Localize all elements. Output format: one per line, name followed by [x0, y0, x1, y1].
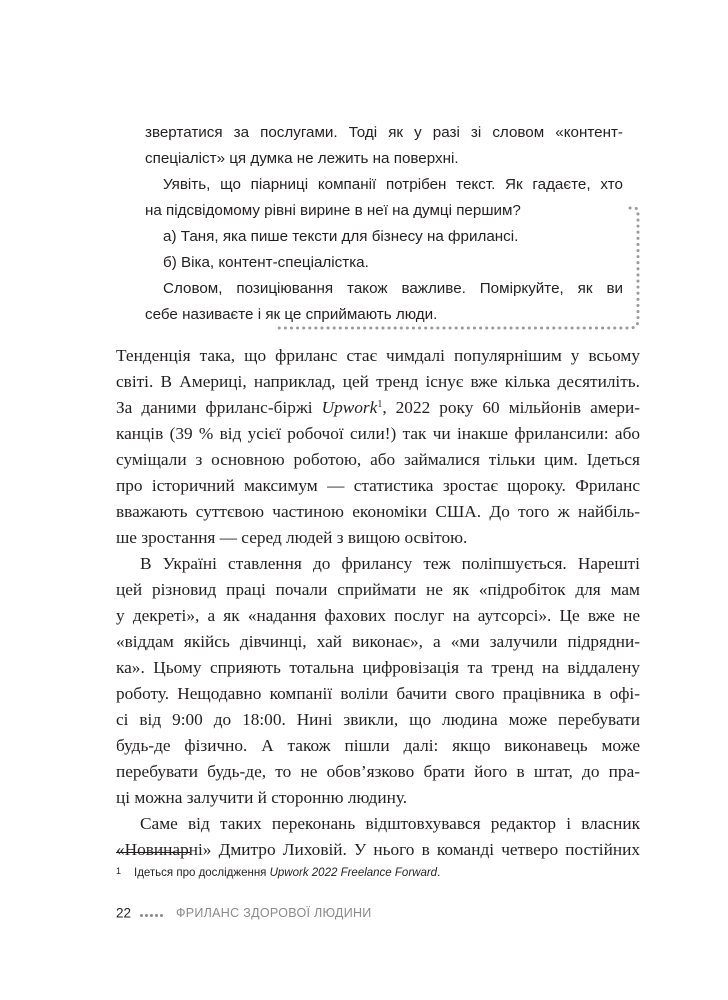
callout-box	[145, 120, 640, 332]
body-line: перебувати будь-де, то не обов’язково брати його в штат, до пра-	[116, 762, 640, 781]
callout-dotted-border	[145, 120, 640, 332]
body-line: Саме від таких переконань відштовхувався редактор і власник	[140, 814, 640, 833]
body-line: В Україні ставлення до фрилансу теж поліпшується. Нарешті	[140, 554, 640, 573]
callout-line: на підсвідомому рівні вирине в неї на думці першим?	[145, 202, 521, 219]
body-line-with-footnote	[116, 395, 640, 421]
body-line: ці можна залучити й сторонню людину.	[116, 788, 408, 807]
body-line: у декреті», а як «надання фахових послуг на аутсорсі». Це вже не	[116, 606, 640, 625]
footnote-marker: 1	[377, 399, 383, 410]
body-line: вважають суттєвою частиною економіки США. До того ж найбіль-	[116, 502, 640, 521]
callout-line: себе називаєте і як це сприймають люди.	[145, 306, 438, 323]
text-run: , 2022 року 60 мільйонів амери-	[382, 398, 640, 417]
body-line: сі від 9:00 до 18:00. Нині звикли, що людина може перебувати	[116, 710, 640, 729]
footnote	[116, 863, 640, 881]
body-line: ка». Цьому сприяють тотальна цифровізація та тренд на віддалену	[116, 658, 640, 677]
page-number: 22	[116, 905, 132, 921]
callout-line: звертатися за послугами. Тоді як у разі зі словом «контент-	[145, 124, 623, 141]
footer-dots	[140, 904, 165, 922]
body-text	[116, 343, 640, 863]
callout-line: а) Таня, яка пише тексти для бізнесу на фрилансі.	[163, 228, 519, 245]
body-line: «віддам якійсь дівчинці, хай виконає», а «ми залучили підрядни-	[116, 632, 640, 651]
footnote-source: Upwork 2022 Freelance Forward	[269, 867, 438, 879]
footnote-number: 1	[116, 866, 122, 876]
running-footer	[116, 904, 372, 922]
callout-line: спеціаліст» ця думка не лежить на поверхні.	[145, 150, 459, 167]
text-run: За даними фриланс-біржі	[116, 398, 322, 417]
body-line: «Новинарні» Дмитро Лиховій. У нього в команді четверо постійних	[116, 840, 640, 859]
callout-line: Словом, позиціювання також важливе. Поміркуйте, як ви	[163, 280, 623, 297]
body-line: будь-де фізично. А також пішли далі: якщо виконавець може	[116, 736, 640, 755]
footnote-text: Ідеться про дослідження	[134, 867, 270, 879]
body-line: канців (39 % від усієї робочої сили!) так чи інакше фрилансили: або	[116, 424, 640, 443]
body-line: роботу. Нещодавно компанії воліли бачити свого працівника в офі-	[116, 684, 640, 703]
footnote-text-end: .	[437, 867, 441, 879]
body-line: цей різновид праці почали сприймати не як «підробіток для мам	[116, 580, 640, 599]
body-line: про історичний максимум — статистика зростає щороку. Фриланс	[116, 476, 640, 495]
footnote-rule	[116, 852, 190, 853]
callout-line: Уявіть, що піарниці компанії потрібен текст. Як гадаєте, хто	[163, 176, 623, 193]
body-line: ше зростання — серед людей з вищою освітою.	[116, 528, 468, 547]
body-line: світі. В Америці, наприклад, цей тренд існує вже кілька десятиліть.	[116, 372, 640, 391]
callout-line: б) Віка, контент-спеціалістка.	[163, 254, 369, 271]
body-line: суміщали з основною роботою, або займалися тільки цим. Ідеться	[116, 450, 640, 469]
running-title: ФРИЛАНС ЗДОРОВОЇ ЛЮДИНИ	[175, 906, 372, 920]
body-line: Тенденція така, що фриланс стає чимдалі популярнішим у всьому	[116, 346, 640, 365]
brand-name: Upwork	[321, 398, 378, 417]
